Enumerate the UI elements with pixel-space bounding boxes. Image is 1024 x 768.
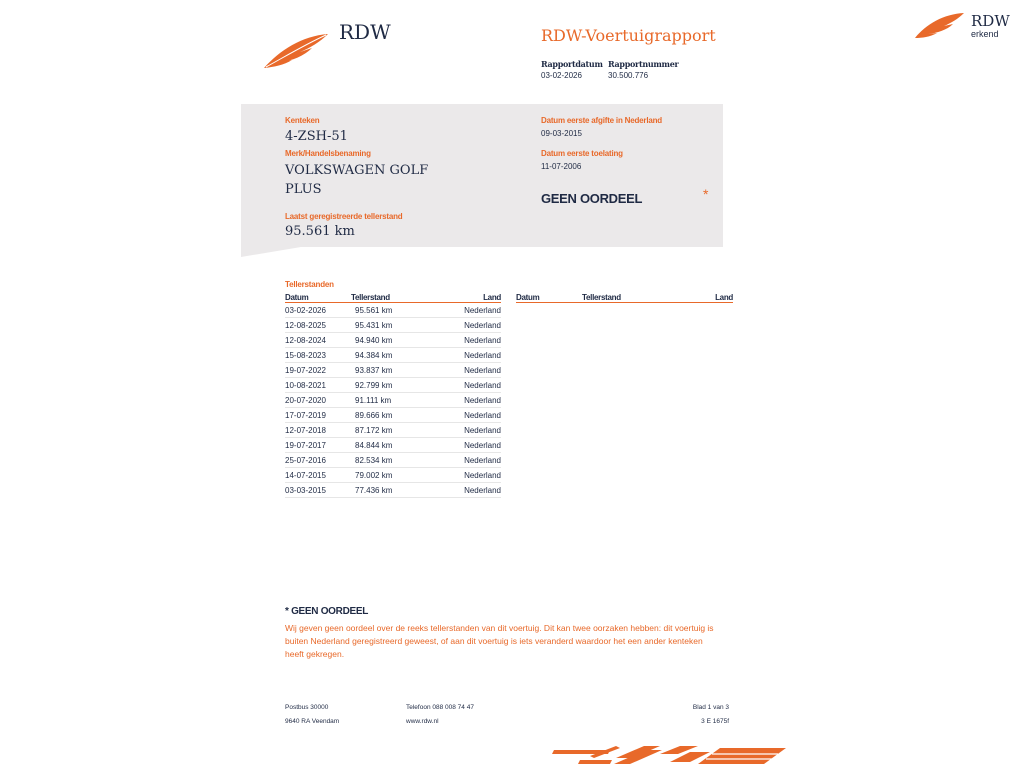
table-row — [285, 468, 501, 483]
table-row — [285, 453, 501, 468]
cell-tellerstand: 91.111 km — [351, 393, 431, 408]
rdw-logo-text: RDW — [339, 20, 391, 44]
rapportnummer-label: Rapportnummer — [608, 59, 679, 69]
cell-datum: 19-07-2022 — [285, 363, 351, 378]
cell-datum: 12-07-2018 — [285, 423, 351, 438]
table-row — [285, 348, 501, 363]
cell-datum: 14-07-2015 — [285, 468, 351, 483]
cell-datum: 20-07-2020 — [285, 393, 351, 408]
cell-tellerstand: 92.799 km — [351, 378, 431, 393]
report-title: RDW-Voertuigrapport — [541, 26, 716, 45]
panel-notch — [241, 247, 301, 257]
column-header-tellerstand: Tellerstand — [582, 292, 662, 303]
oordeel-star-marker: * — [703, 186, 709, 202]
cell-tellerstand: 93.837 km — [351, 363, 431, 378]
decorative-stripes-icon — [550, 742, 790, 768]
cell-datum: 12-08-2024 — [285, 333, 351, 348]
cell-datum: 03-03-2015 — [285, 483, 351, 498]
column-header-datum: Datum — [516, 292, 582, 303]
table-row — [285, 408, 501, 423]
table-row — [285, 363, 501, 378]
footer-telefoon: Telefoon 088 008 74 47 — [406, 704, 474, 711]
table-header-row — [285, 292, 501, 303]
cell-datum: 19-07-2017 — [285, 438, 351, 453]
cell-datum: 15-08-2023 — [285, 348, 351, 363]
rapportdatum-value: 03-02-2026 — [541, 71, 582, 80]
cell-land: Nederland — [431, 393, 501, 408]
column-header-datum: Datum — [285, 292, 351, 303]
merk-label: Merk/Handelsbenaming — [285, 149, 371, 158]
cell-tellerstand: 95.431 km — [351, 318, 431, 333]
corner-logo-subtext: erkend — [971, 29, 999, 39]
table-row — [285, 393, 501, 408]
footer-document-code: 3 E 1675f — [701, 718, 729, 725]
kenteken-value: 4-ZSH-51 — [285, 129, 348, 144]
rdw-feather-logo-icon — [262, 28, 332, 70]
table-row — [285, 423, 501, 438]
cell-tellerstand: 82.534 km — [351, 453, 431, 468]
rapportnummer-value: 30.500.776 — [608, 71, 649, 80]
oordeel-status: GEEN OORDEEL — [541, 191, 643, 206]
table-row — [285, 333, 501, 348]
cell-tellerstand: 87.172 km — [351, 423, 431, 438]
tellerstand-label: Laatst geregistreerde tellerstand — [285, 212, 403, 221]
column-header-land: Land — [431, 292, 501, 303]
cell-tellerstand: 77.436 km — [351, 483, 431, 498]
rapportdatum-label: Rapportdatum — [541, 59, 603, 69]
table-row — [285, 483, 501, 498]
cell-datum: 12-08-2025 — [285, 318, 351, 333]
toelating-label: Datum eerste toelating — [541, 149, 623, 158]
cell-land: Nederland — [431, 318, 501, 333]
cell-land: Nederland — [431, 303, 501, 318]
cell-tellerstand: 95.561 km — [351, 303, 431, 318]
table-row — [285, 318, 501, 333]
column-header-tellerstand: Tellerstand — [351, 292, 431, 303]
cell-tellerstand: 84.844 km — [351, 438, 431, 453]
cell-land: Nederland — [431, 483, 501, 498]
table-row — [285, 378, 501, 393]
corner-logo-text: RDW — [971, 12, 1010, 30]
merk-value-line1: VOLKSWAGEN GOLF — [285, 163, 429, 178]
tellerstanden-table-left — [285, 292, 501, 498]
rdw-erkend-logo-icon — [914, 10, 966, 40]
table-row — [285, 303, 501, 318]
column-header-land: Land — [662, 292, 733, 303]
tellerstanden-section-label: Tellerstanden — [285, 280, 334, 289]
cell-land: Nederland — [431, 468, 501, 483]
table-row — [285, 438, 501, 453]
cell-datum: 25-07-2016 — [285, 453, 351, 468]
footnote-body: Wij geven geen oordeel over de reeks tellerstanden van dit voertuig. Dit kan twee oorzaken hebben: dit voertuig is buiten Nederland geregistreerd geweest, of aan dit voertuig is iets veranderd waardoor het een ander kenteken heeft gekregen. — [285, 623, 714, 659]
tellerstand-value: 95.561 km — [285, 224, 355, 239]
footnote-title: * GEEN OORDEEL — [285, 606, 369, 617]
cell-datum: 03-02-2026 — [285, 303, 351, 318]
afgifte-value: 09-03-2015 — [541, 129, 582, 138]
cell-land: Nederland — [431, 348, 501, 363]
cell-tellerstand: 89.666 km — [351, 408, 431, 423]
kenteken-label: Kenteken — [285, 116, 320, 125]
cell-datum: 10-08-2021 — [285, 378, 351, 393]
cell-land: Nederland — [431, 408, 501, 423]
footer-address: 9640 RA Veendam — [285, 718, 340, 725]
cell-land: Nederland — [431, 453, 501, 468]
footer-page-number: Blad 1 van 3 — [692, 704, 729, 711]
afgifte-label: Datum eerste afgifte in Nederland — [541, 116, 662, 125]
footer-postbus: Postbus 30000 — [285, 704, 329, 711]
toelating-value: 11-07-2006 — [541, 162, 582, 171]
cell-land: Nederland — [431, 378, 501, 393]
cell-tellerstand: 79.002 km — [351, 468, 431, 483]
merk-value-line2: PLUS — [285, 182, 322, 197]
cell-tellerstand: 94.384 km — [351, 348, 431, 363]
tellerstanden-table-right — [516, 292, 733, 303]
cell-land: Nederland — [431, 423, 501, 438]
cell-land: Nederland — [431, 438, 501, 453]
cell-datum: 17-07-2019 — [285, 408, 351, 423]
table-header-row — [516, 292, 733, 303]
cell-land: Nederland — [431, 363, 501, 378]
cell-land: Nederland — [431, 333, 501, 348]
footer-website[interactable]: www.rdw.nl — [406, 718, 439, 725]
cell-tellerstand: 94.940 km — [351, 333, 431, 348]
